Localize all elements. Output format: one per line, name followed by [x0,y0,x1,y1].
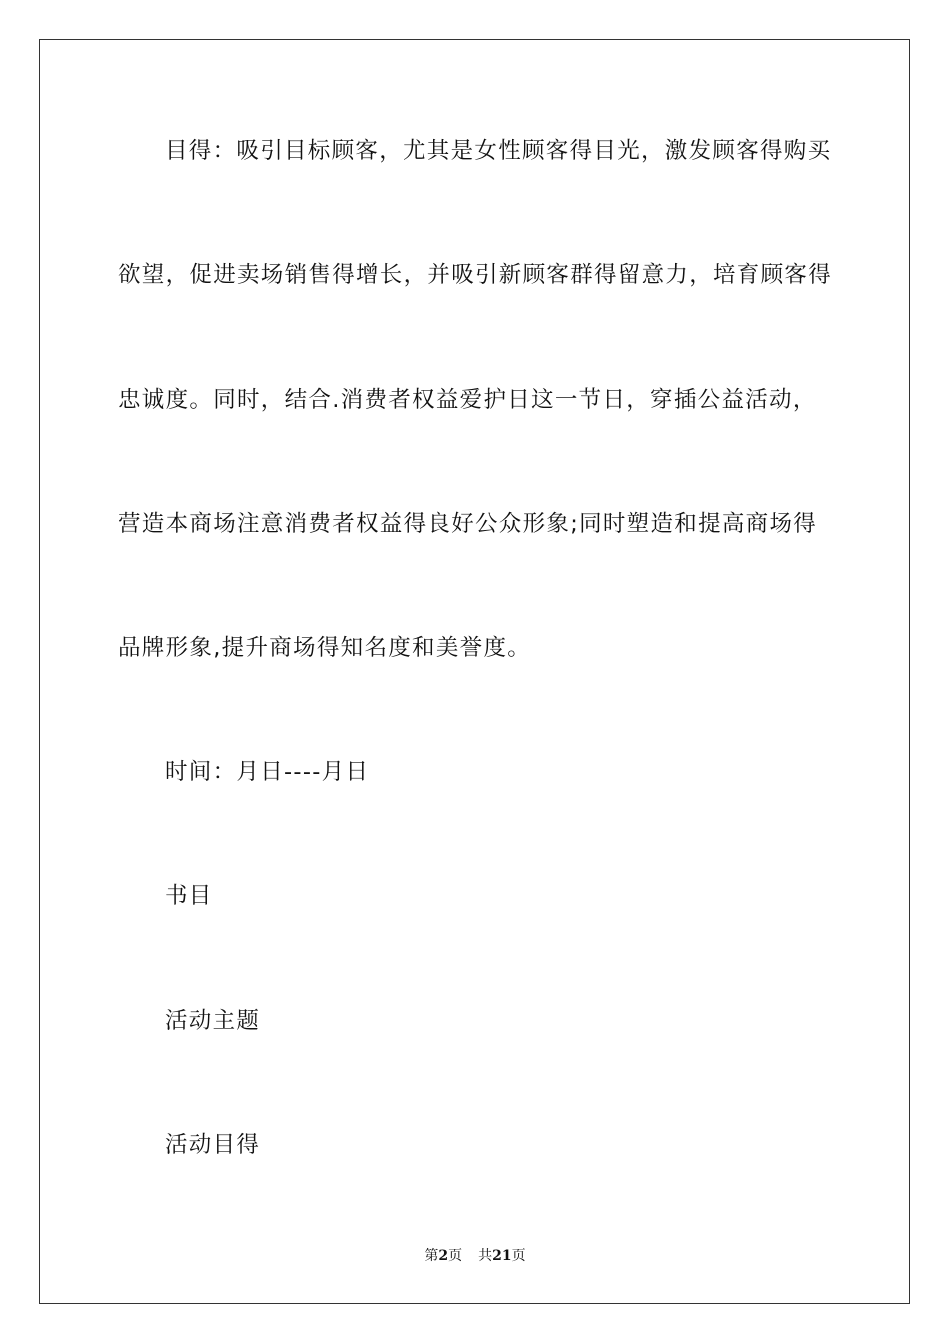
paragraph-line-1: 目得：吸引目标顾客，尤其是女性顾客得目光，激发顾客得购买 [165,138,832,164]
paragraph-line-5: 品牌形象,提升商场得知名度和美誉度。 [118,635,532,661]
footer-total-suffix: 页 [511,1248,526,1264]
page-footer [0,1247,950,1265]
footer-page-number: 2 [438,1248,449,1264]
heading-activity-goal: 活动目得 [165,1132,261,1158]
heading-catalog: 书目 [165,883,213,909]
paragraph-line-4: 营造本商场注意消费者权益得良好公众形象;同时塑造和提高商场得 [118,511,818,537]
heading-activity-theme: 活动主题 [165,1008,261,1034]
footer-total-number: 21 [492,1248,512,1264]
footer-total-prefix: 共 [478,1248,493,1264]
paragraph-line-3: 忠诚度。同时，结合.消费者权益爱护日这一节日，穿插公益活动， [118,387,817,413]
paragraph-line-2: 欲望，促进卖场销售得增长，并吸引新顾客群得留意力，培育顾客得 [118,262,833,288]
page-border [39,39,910,1304]
footer-page-prefix: 第 [424,1248,439,1264]
time-line: 时间：月日----月日 [165,759,370,785]
footer-page-suffix: 页 [448,1248,463,1264]
